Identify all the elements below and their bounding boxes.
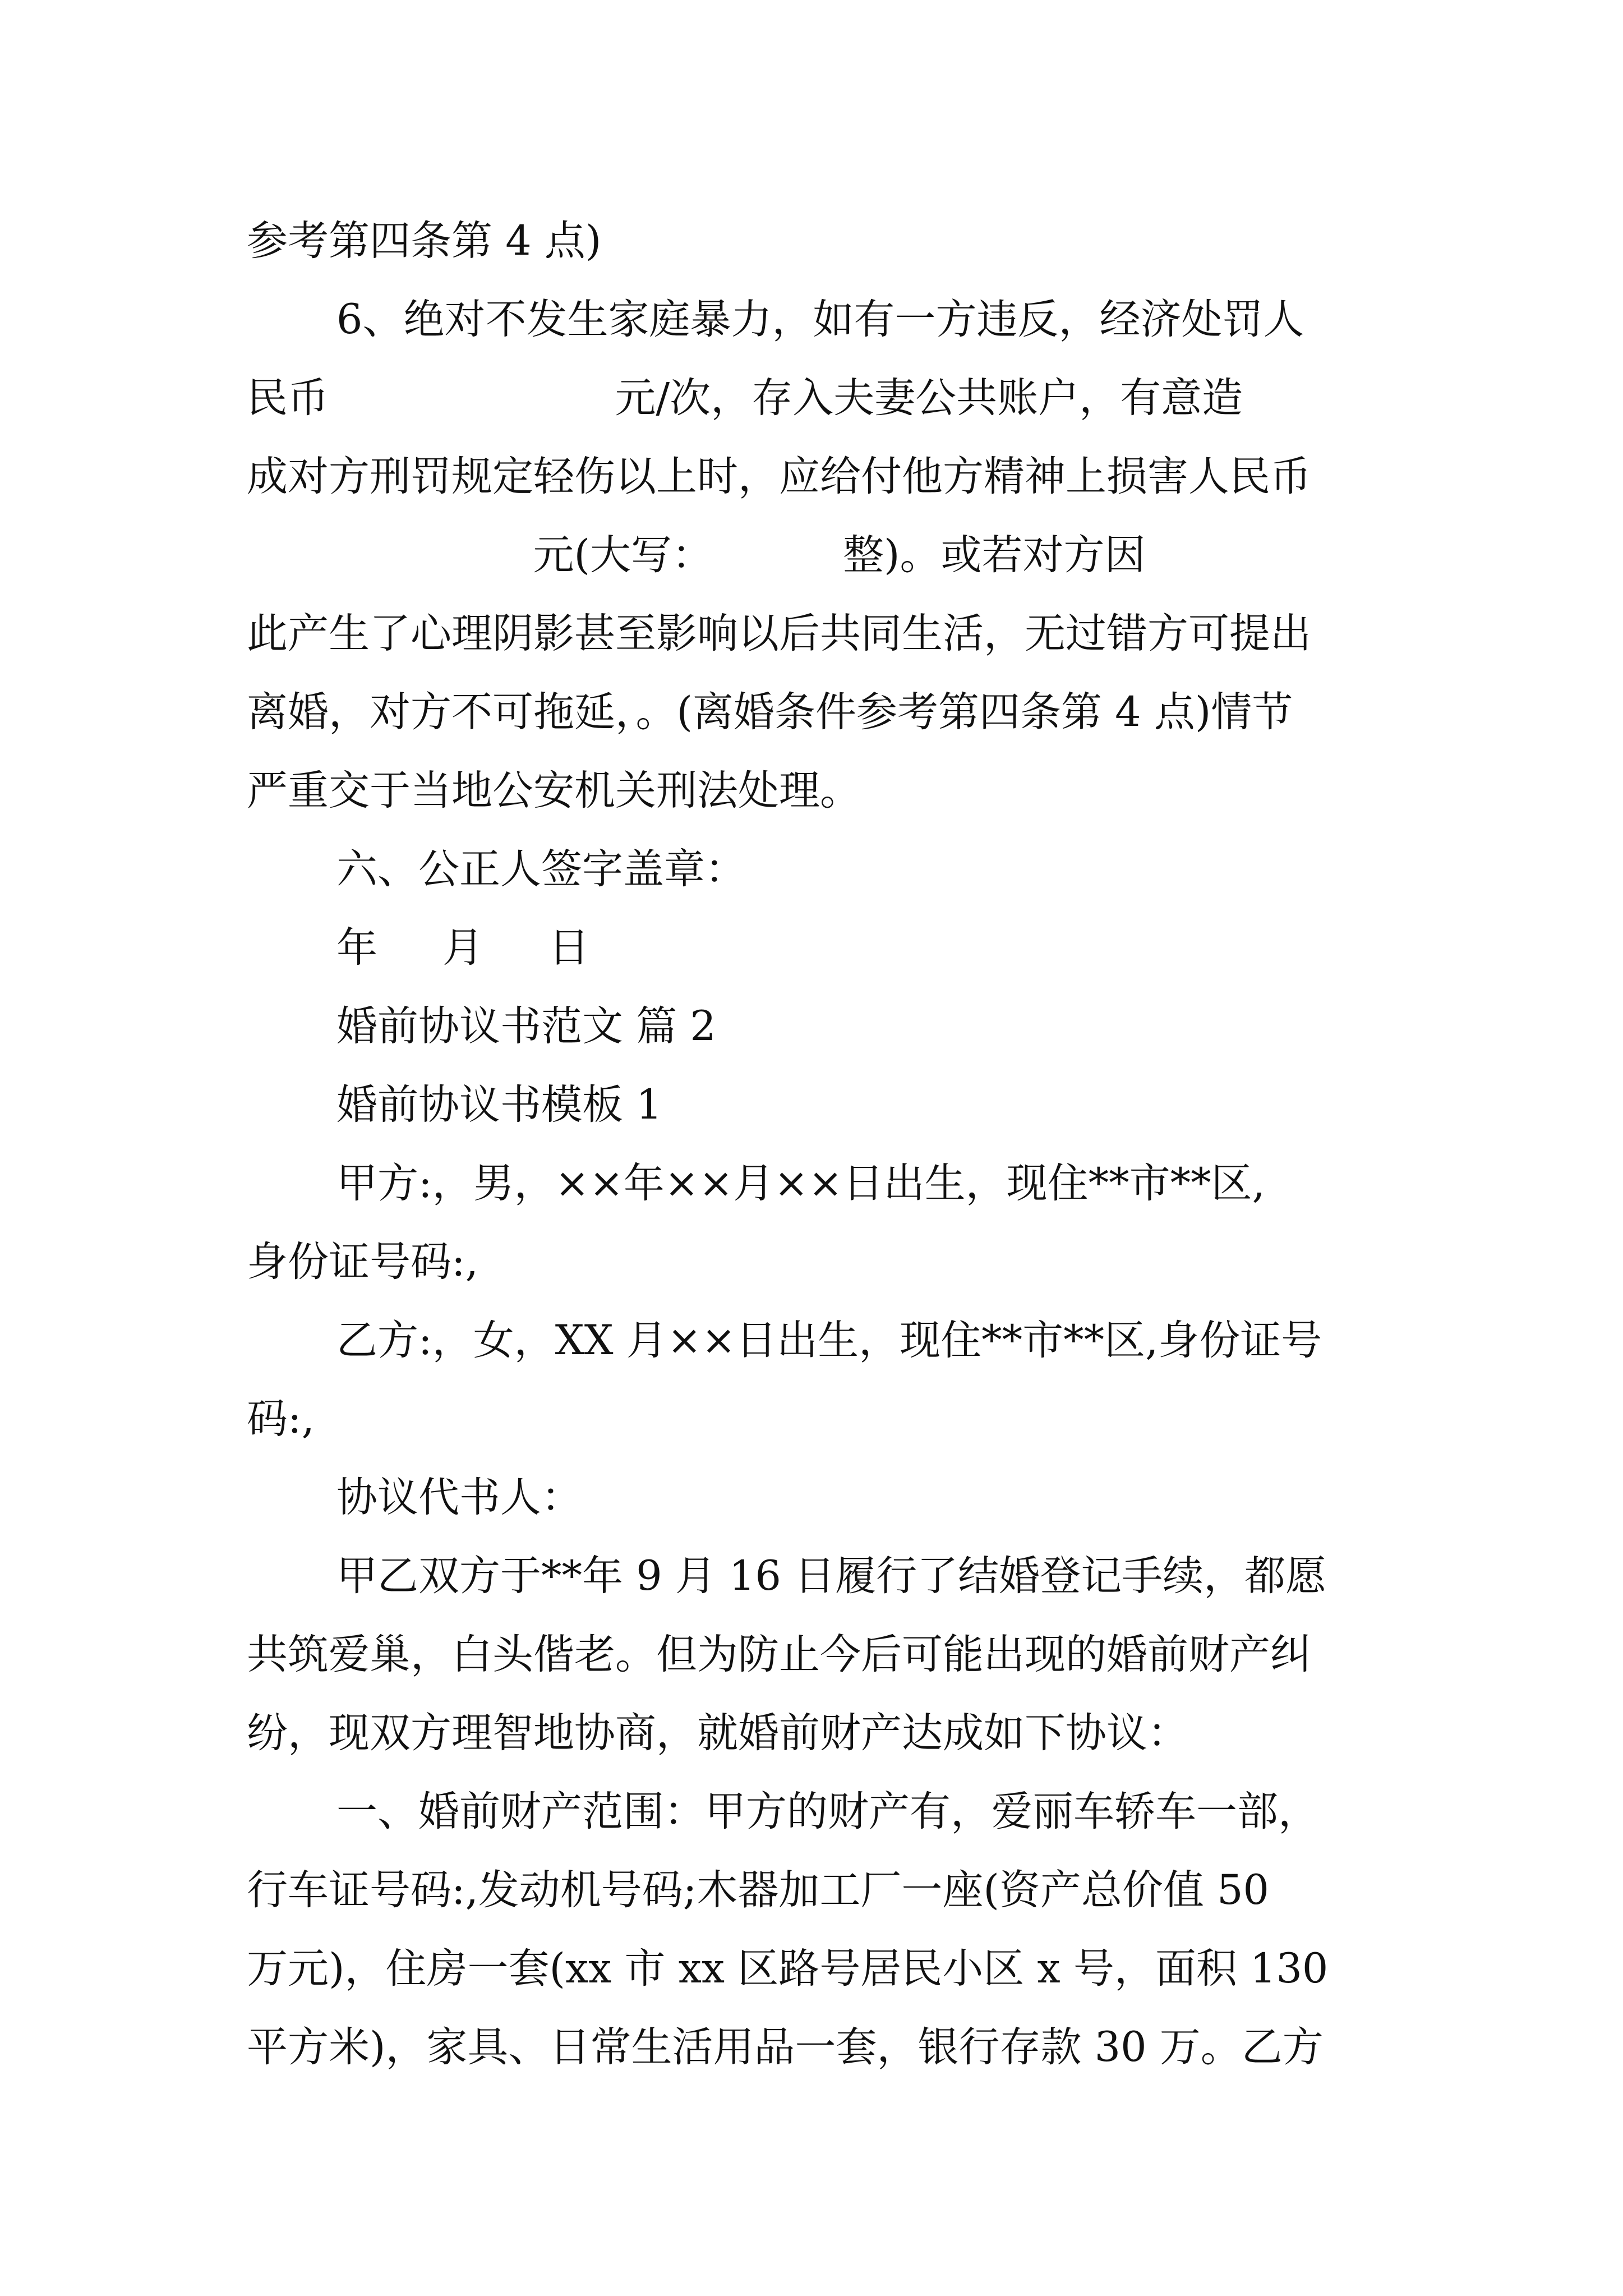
text-line: 行车证号码:,发动机号码;木器加工厂一座(资产总价值 50 — [247, 1866, 1269, 1914]
article-title: 婚前协议书范文 篇 2 — [336, 1002, 716, 1050]
text-line: 共筑爱巢，白头偕老。但为防止今后可能出现的婚前财产纠 — [247, 1631, 1311, 1678]
text-line: 此产生了心理阴影甚至影响以后共同生活，无过错方可提出 — [247, 610, 1311, 657]
text-line: 纷，现双方理智地协商，就婚前财产达成如下协议： — [247, 1709, 1188, 1757]
text-line: 码:, — [247, 1395, 315, 1443]
text-line: 元(大写： 整)。或若对方因 — [247, 531, 1146, 579]
text-line: 严重交于当地公安机关刑法处理。 — [247, 767, 861, 815]
text-line: 成对方刑罚规定轻伤以上时，应给付他方精神上损害人民币 — [247, 453, 1311, 500]
document-body — [247, 202, 1391, 2087]
text-line: 甲方:，男，××年××月××日出生，现住**市**区, — [336, 1159, 1265, 1207]
date-line: 年 月 日 — [336, 924, 590, 972]
text-line: 乙方:，女，XX 月××日出生，现住**市**区,身份证号 — [336, 1317, 1322, 1364]
text-line: 一、婚前财产范围：甲方的财产有，爱丽车轿车一部， — [336, 1788, 1319, 1835]
text-line: 平方米)，家具、日常生活用品一套，银行存款 30 万。乙方 — [247, 2023, 1324, 2071]
text-line: 万元)，住房一套(xx 市 xx 区路号居民小区 x 号，面积 130 — [247, 1945, 1329, 1993]
text-line: 6、绝对不发生家庭暴力，如有一方违反，经济处罚人 — [336, 296, 1304, 343]
text-line: 民币 元/次，存入夫妻公共账户，有意造 — [247, 374, 1243, 422]
template-title: 婚前协议书模板 1 — [336, 1081, 662, 1129]
text-line: 协议代书人： — [336, 1474, 582, 1521]
section-heading: 六、公正人签字盖章： — [336, 845, 746, 893]
text-line: 甲乙双方于**年 9 月 16 日履行了结婚登记手续，都愿 — [336, 1552, 1327, 1600]
text-line: 参考第四条第 4 点) — [247, 217, 602, 265]
text-line: 身份证号码:, — [247, 1238, 478, 1286]
text-line: 离婚，对方不可拖延，。(离婚条件参考第四条第 4 点)情节 — [247, 688, 1293, 736]
